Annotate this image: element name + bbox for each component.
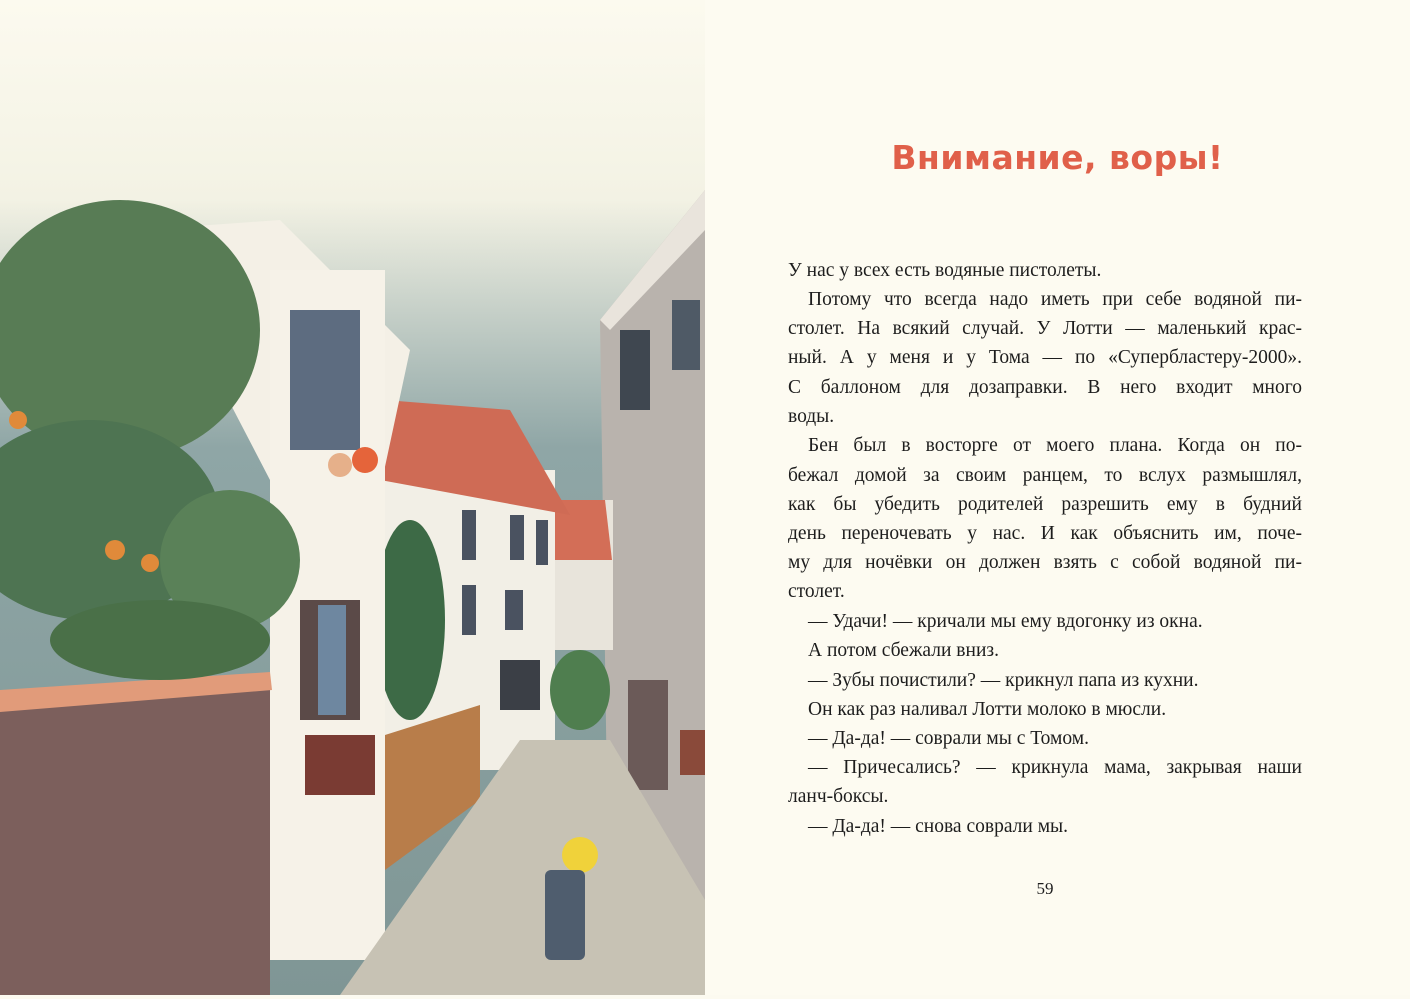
text-line: му для ночёвки он должен взять с собой водяной пи- [788,552,1302,573]
text-line: ный. А у меня и у Тома — по «Суперблaстеру-2000». [788,347,1302,368]
text-line: — Да-да! — соврали мы с Томом. [808,728,1089,749]
text-line: — Удачи! — кричали мы ему вдогонку из окна. [808,611,1203,632]
text-line: столет. На всякий случай. У Лотти — маленький крас- [788,318,1302,339]
text-page [705,0,1410,995]
text-line: Потому что всегда надо иметь при себе водяной пи- [808,289,1302,310]
text-line: Он как раз наливал Лотти молоко в мюсли. [808,699,1167,720]
text-line: С баллоном для дозаправки. В него входит много [788,377,1302,398]
text-line: — Причесались? — крикнула мама, закрывая наши [808,757,1302,778]
text-line: Бен был в восторге от моего плана. Когда он по- [808,435,1302,456]
street-illustration [0,0,705,995]
text-line: столет. [788,581,845,602]
chapter-title: Внимание, воры! [891,138,1224,177]
text-line: воды. [788,406,835,427]
text-line: — Да-да! — снова соврали мы. [808,816,1069,837]
text-line: бежал домой за своим ранцем, то вслух размышлял, [788,465,1302,486]
page-number: 59 [1036,879,1054,898]
text-line: У нас у всех есть водяные пистолеты. [788,260,1102,281]
text-line: ланч-боксы. [788,786,889,807]
text-line: как бы убедить родителей разрешить ему в будний [788,494,1302,515]
text-line: А потом сбежали вниз. [808,640,999,661]
text-line: день переночевать у нас. И как объяснить им, поче- [788,523,1302,544]
text-line: — Зубы почистили? — крикнул папа из кухни. [808,670,1199,691]
